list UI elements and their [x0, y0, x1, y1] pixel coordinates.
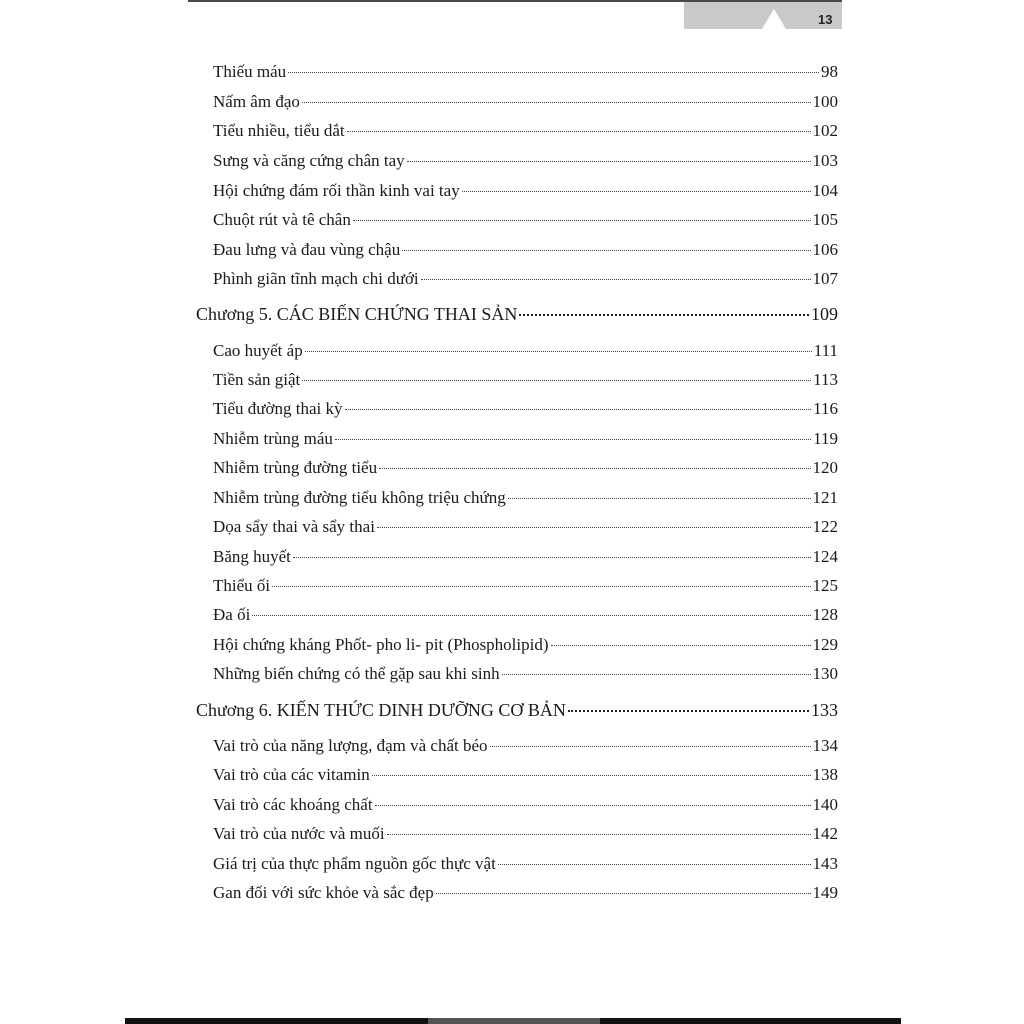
- toc-dot-leader: [462, 191, 811, 192]
- bottom-edge-highlight: [428, 1018, 600, 1024]
- toc-entry-page: 103: [812, 151, 838, 170]
- toc-dot-leader: [402, 250, 810, 251]
- toc-entry: [213, 854, 838, 874]
- toc-dot-leader: [252, 615, 810, 616]
- toc-entry-title: Tiểu đường thai kỳ: [213, 399, 343, 418]
- toc-entry: [213, 576, 838, 596]
- toc-entry-page: 119: [813, 429, 838, 448]
- toc-entry-title: Tiểu nhiều, tiểu dắt: [213, 121, 345, 140]
- toc-entry: [213, 488, 838, 508]
- toc-entry-page: 124: [812, 547, 838, 566]
- toc-entry-title: Vai trò của năng lượng, đạm và chất béo: [213, 736, 488, 755]
- toc-dot-leader: [421, 279, 811, 280]
- toc-entry-title: Chương 6. KIẾN THỨC DINH DƯỠNG CƠ BẢN: [196, 700, 566, 720]
- toc-dot-leader: [502, 674, 811, 675]
- toc-entry-page: 142: [812, 824, 838, 843]
- toc-entry-page: 122: [812, 517, 838, 536]
- toc-entry: [213, 517, 838, 537]
- toc-entry: [213, 458, 838, 478]
- toc-chapter-entry: [196, 304, 838, 325]
- toc-entry-page: 113: [813, 370, 838, 389]
- toc-entry: [213, 62, 838, 82]
- toc-entry: [213, 370, 838, 390]
- toc-entry-page: 98: [821, 62, 838, 81]
- toc-entry-title: Hội chứng kháng Phốt- pho li- pit (Phospholipid): [213, 635, 549, 654]
- toc-entry-title: Đau lưng và đau vùng chậu: [213, 240, 401, 259]
- toc-chapter-entry: [196, 700, 838, 721]
- tab-notch-decoration: [762, 9, 786, 29]
- page-number: 13: [818, 12, 833, 27]
- toc-dot-leader: [302, 380, 811, 381]
- toc-entry-title: Phình giãn tĩnh mạch chi dưới: [213, 269, 419, 288]
- toc-dot-leader: [436, 893, 811, 894]
- toc-entry-page: 121: [812, 488, 838, 507]
- toc-entry-title: Vai trò của nước và muối: [213, 824, 385, 843]
- toc-entry-title: Nhiễm trùng đường tiểu không triệu chứng: [213, 488, 506, 507]
- toc-entry: [213, 664, 838, 684]
- toc-entry-page: 149: [812, 883, 838, 902]
- toc-dot-leader: [272, 586, 810, 587]
- toc-entry-page: 125: [812, 576, 838, 595]
- toc-dot-leader: [372, 775, 811, 776]
- toc-entry-title: Chuột rút và tê chân: [213, 210, 351, 229]
- toc-entry-title: Nấm âm đạo: [213, 92, 300, 111]
- toc-entry-title: Dọa sẩy thai và sẩy thai: [213, 517, 375, 536]
- toc-entry-page: 138: [812, 765, 838, 784]
- toc-entry-page: 105: [812, 210, 838, 229]
- toc-dot-leader: [375, 805, 811, 806]
- toc-entry-title: Hội chứng đám rối thần kinh vai tay: [213, 181, 460, 200]
- toc-entry-title: Nhiễm trùng máu: [213, 429, 333, 448]
- toc-dot-leader: [379, 468, 810, 469]
- toc-entry-title: Gan đối với sức khỏe và sắc đẹp: [213, 883, 434, 902]
- toc-entry: [213, 121, 838, 141]
- toc-entry-page: 133: [811, 700, 838, 720]
- toc-dot-leader: [407, 161, 811, 162]
- toc-entry-title: Đa ối: [213, 605, 251, 624]
- toc-entry: [213, 765, 838, 785]
- toc-dot-leader: [519, 314, 809, 316]
- toc-entry: [213, 240, 838, 260]
- toc-entry-page: 106: [812, 240, 838, 259]
- toc-dot-leader: [551, 645, 811, 646]
- toc-dot-leader: [288, 72, 819, 73]
- toc-dot-leader: [568, 710, 809, 712]
- toc-entry: [213, 151, 838, 171]
- toc-entry-page: 100: [812, 92, 838, 111]
- toc-dot-leader: [302, 102, 811, 103]
- toc-entry-page: 104: [812, 181, 838, 200]
- toc-entry-page: 143: [812, 854, 838, 873]
- toc-dot-leader: [498, 864, 811, 865]
- toc-entry: [213, 547, 838, 567]
- toc-entry: [213, 210, 838, 230]
- toc-entry-page: 134: [812, 736, 838, 755]
- toc-entry-title: Những biến chứng có thể gặp sau khi sinh: [213, 664, 500, 683]
- toc-entry-page: 120: [812, 458, 838, 477]
- toc-dot-leader: [305, 351, 812, 352]
- toc-dot-leader: [490, 746, 811, 747]
- toc-entry-page: 116: [813, 399, 838, 418]
- toc-dot-leader: [353, 220, 811, 221]
- toc-dot-leader: [377, 527, 811, 528]
- toc-entry-title: Tiền sản giật: [213, 370, 301, 389]
- toc-entry-title: Cao huyết áp: [213, 341, 303, 360]
- toc-entry: [213, 429, 838, 449]
- toc-dot-leader: [293, 557, 811, 558]
- toc-dot-leader: [387, 834, 811, 835]
- toc-entry-page: 107: [812, 269, 838, 288]
- toc-entry: [213, 795, 838, 815]
- toc-entry: [213, 341, 838, 361]
- toc-entry-page: 128: [812, 605, 838, 624]
- toc-entry-page: 129: [812, 635, 838, 654]
- toc-entry: [213, 269, 838, 289]
- toc-entry-page: 102: [812, 121, 838, 140]
- toc-entry: [213, 399, 838, 419]
- toc-entry-title: Vai trò của các vitamin: [213, 765, 370, 784]
- toc-entry-title: Giá trị của thực phẩm nguồn gốc thực vật: [213, 854, 496, 873]
- toc-entry-title: Thiểu ối: [213, 576, 271, 595]
- toc-entry-title: Vai trò các khoáng chất: [213, 795, 373, 814]
- toc-dot-leader: [345, 409, 812, 410]
- toc-dot-leader: [335, 439, 811, 440]
- toc-entry: [213, 181, 838, 201]
- toc-entry-page: 109: [811, 304, 838, 324]
- toc-entry-title: Sưng và căng cứng chân tay: [213, 151, 405, 170]
- toc-entry-title: Băng huyết: [213, 547, 291, 566]
- toc-entry-title: Nhiễm trùng đường tiểu: [213, 458, 378, 477]
- toc-entry: [213, 883, 838, 903]
- toc-entry: [213, 92, 838, 112]
- toc-entry-title: Thiếu máu: [213, 62, 287, 81]
- toc-dot-leader: [347, 131, 811, 132]
- toc-entry: [213, 824, 838, 844]
- toc-entry: [213, 605, 838, 625]
- toc-entry-title: Chương 5. CÁC BIẾN CHỨNG THAI SẢN: [196, 304, 518, 324]
- toc-entry: [213, 736, 838, 756]
- toc-entry-page: 130: [812, 664, 838, 683]
- toc-entry-page: 140: [812, 795, 838, 814]
- toc-entry: [213, 635, 838, 655]
- toc-dot-leader: [508, 498, 811, 499]
- toc-entry-page: 111: [813, 341, 838, 360]
